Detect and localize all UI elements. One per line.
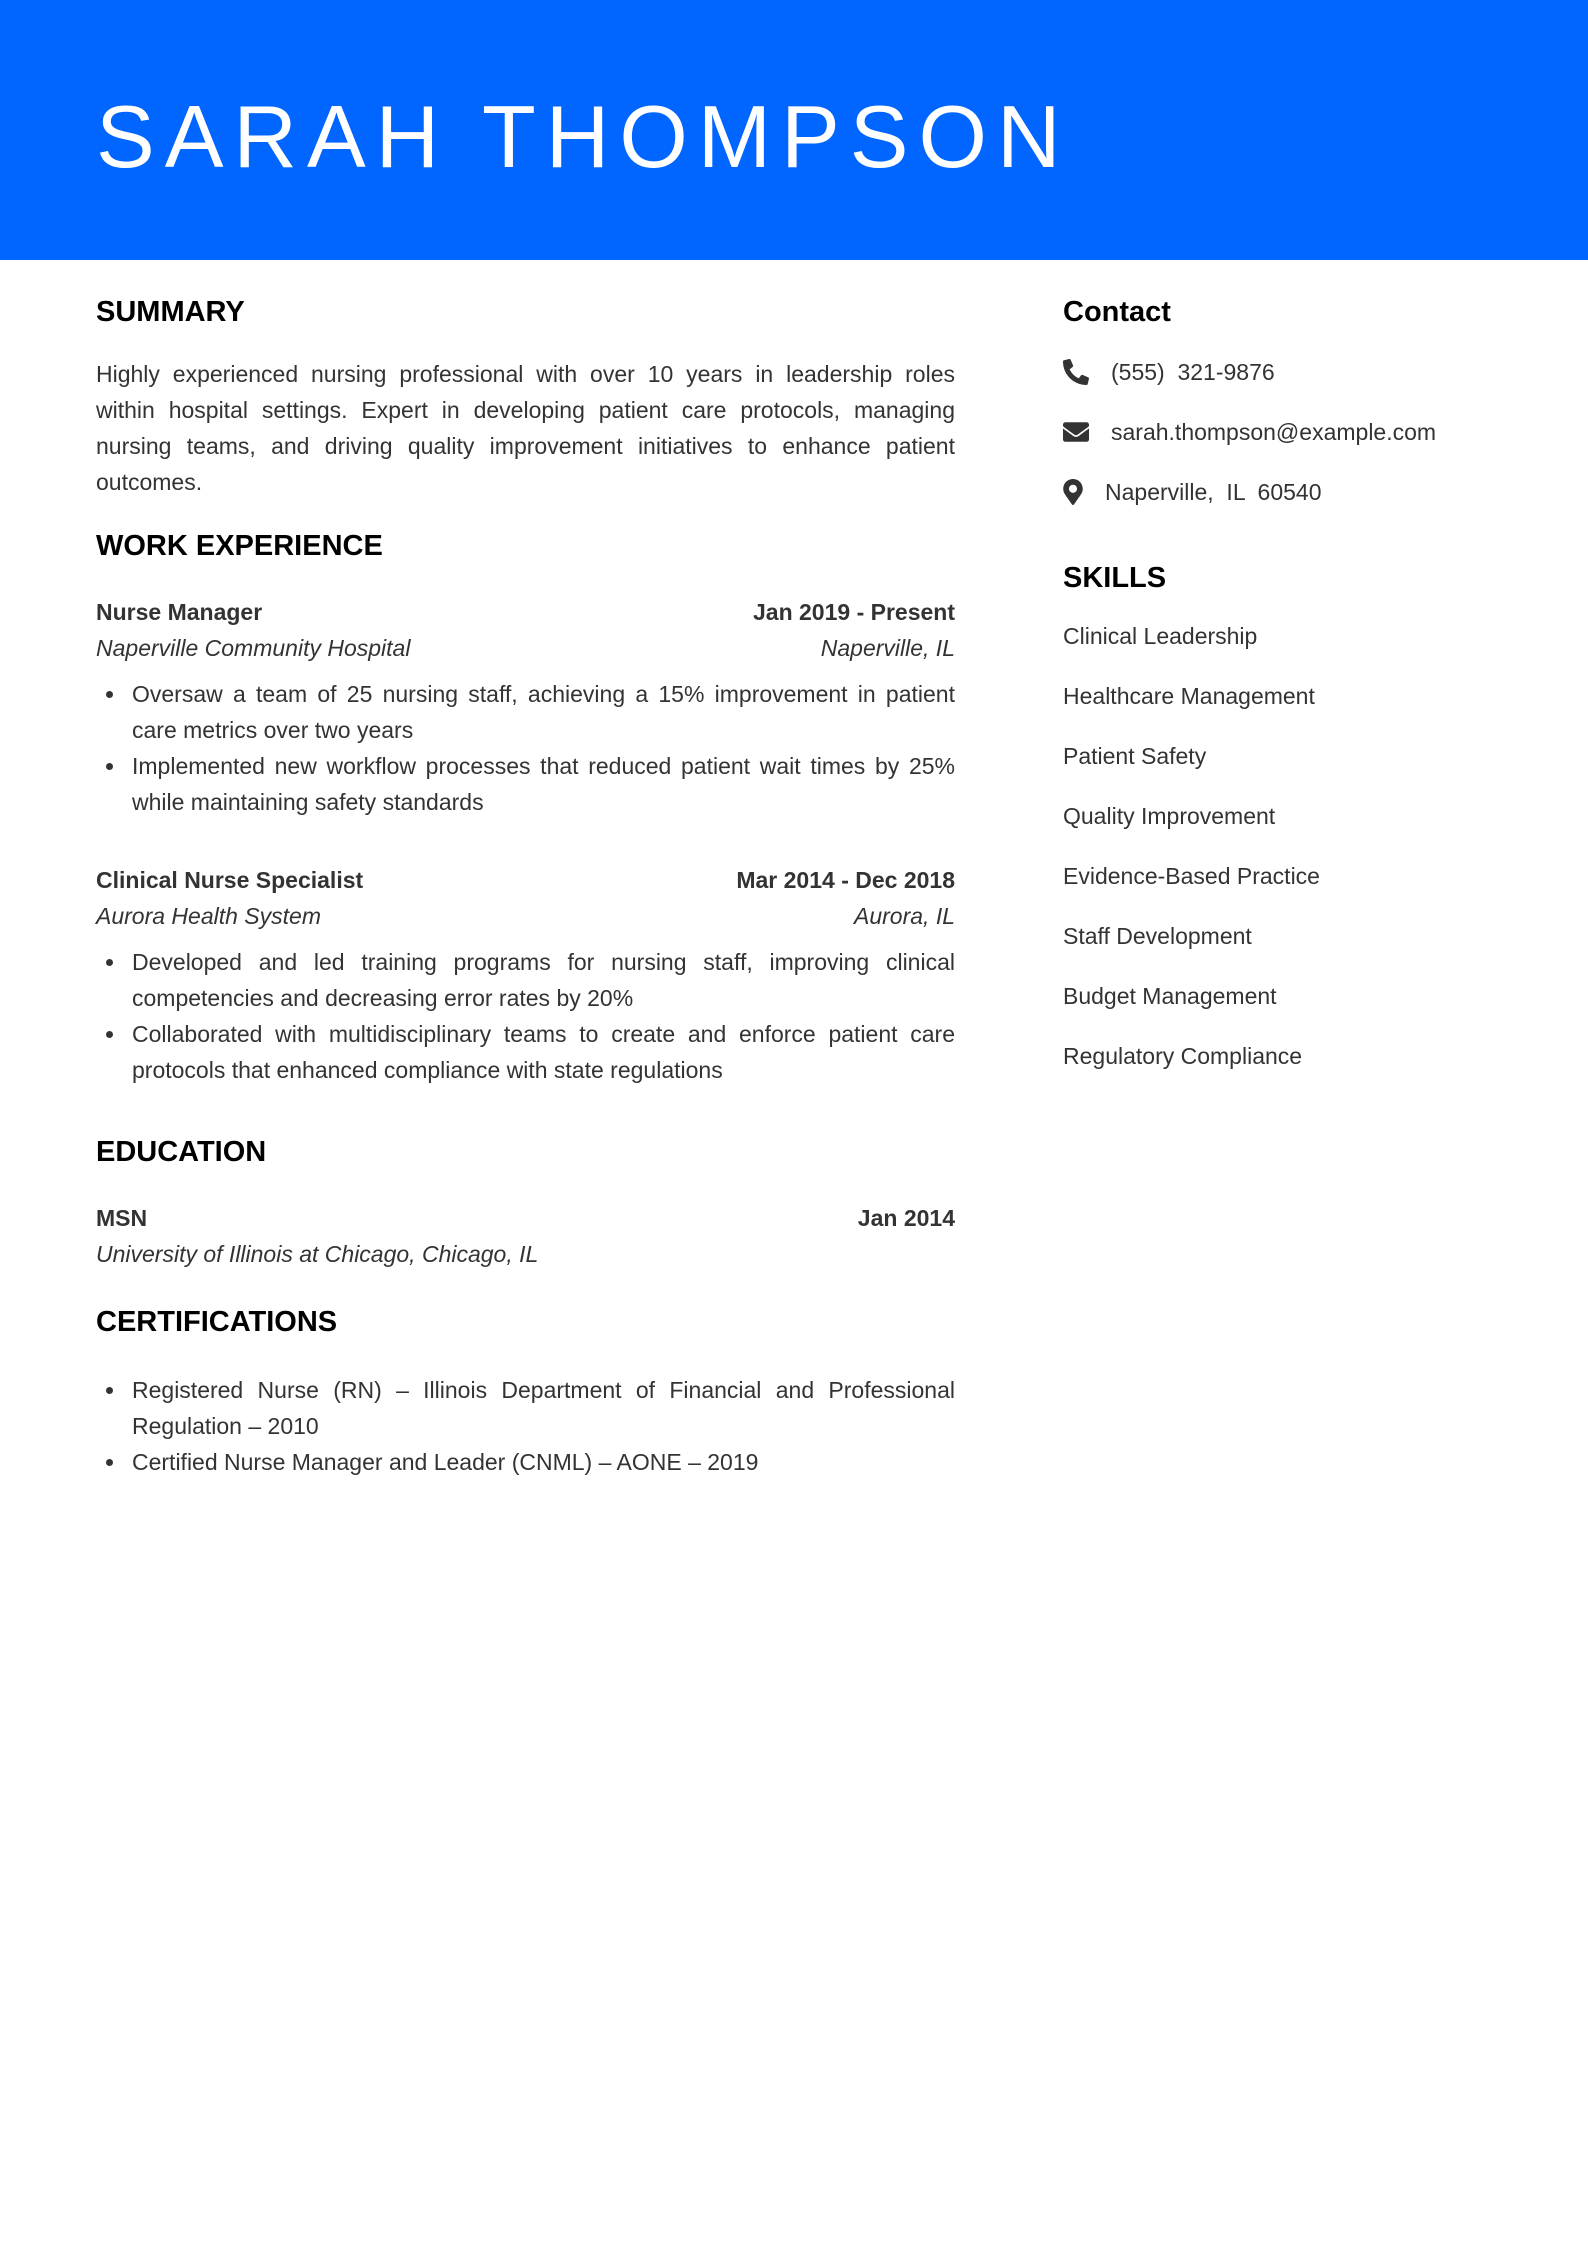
job-location: Aurora, IL (854, 903, 955, 929)
skill-item: Staff Development (1063, 923, 1252, 949)
job-bullet: Collaborated with multidisciplinary teams to create and enforce patient care protocols that enhanced compliance with state regulations (96, 1016, 955, 1088)
sidebar-column (1063, 292, 1523, 1098)
job-bullets (96, 944, 955, 1088)
certification-item: Registered Nurse (RN) – Illinois Department of Financial and Professional Regulation – 2010 (96, 1372, 955, 1444)
job-entry (96, 594, 955, 820)
job-bullets (96, 676, 955, 820)
contact-location (1063, 474, 1523, 510)
certification-item: Certified Nurse Manager and Leader (CNML) – AONE – 2019 (96, 1444, 955, 1480)
skills-list (1063, 618, 1523, 1074)
education-entry (96, 1200, 955, 1272)
envelope-icon (1063, 419, 1089, 445)
skill-item: Healthcare Management (1063, 683, 1315, 709)
job-bullet: Implemented new workflow processes that reduced patient wait times by 25% while maintaining safety standards (96, 748, 955, 820)
job-role: Nurse Manager (96, 599, 263, 625)
education-degree: MSN (96, 1205, 148, 1231)
work-experience-heading: WORK EXPERIENCE (96, 530, 383, 562)
phone-icon (1063, 359, 1089, 385)
skill-item: Patient Safety (1063, 743, 1207, 769)
contact-heading: Contact (1063, 296, 1171, 328)
job-employer: Aurora Health System (96, 903, 321, 929)
skills-heading: SKILLS (1063, 562, 1167, 594)
education-school: University of Illinois at Chicago, Chicago, IL (96, 1241, 539, 1267)
contact-phone (1063, 354, 1523, 390)
skill-item: Clinical Leadership (1063, 623, 1258, 649)
job-entry (96, 862, 955, 1088)
job-dates: Mar 2014 - Dec 2018 (736, 867, 955, 893)
job-location: Naperville, IL (820, 635, 955, 661)
certifications-heading: CERTIFICATIONS (96, 1306, 338, 1338)
job-dates: Jan 2019 - Present (752, 599, 955, 625)
education-heading: EDUCATION (96, 1136, 267, 1168)
contact-list (1063, 354, 1523, 510)
skill-item: Budget Management (1063, 983, 1277, 1009)
map-marker-icon (1063, 479, 1083, 505)
contact-email (1063, 414, 1523, 450)
job-employer: Naperville Community Hospital (96, 635, 411, 661)
skill-item: Regulatory Compliance (1063, 1043, 1303, 1069)
skill-item: Evidence-Based Practice (1063, 863, 1320, 889)
job-bullet: Oversaw a team of 25 nursing staff, achieving a 15% improvement in patient care metrics over two years (96, 676, 955, 748)
summary-heading: SUMMARY (96, 296, 245, 328)
certifications-list (96, 1372, 955, 1480)
main-column (96, 292, 955, 1480)
header-banner (0, 0, 1588, 260)
contact-phone-text: (555) 321-9876 (1111, 359, 1275, 385)
summary-text: Highly experienced nursing professional with over 10 years in leadership roles within hospital settings. Expert in developing patient care protocols, managing nursing teams, and driving quality improvement initiatives to enhance patient outcomes. (96, 361, 955, 495)
education-date: Jan 2014 (857, 1205, 955, 1231)
candidate-name: SARAH THOMPSON (96, 87, 1071, 186)
skill-item: Quality Improvement (1063, 803, 1276, 829)
job-bullet: Developed and led training programs for nursing staff, improving clinical competencies and decreasing error rates by 20% (96, 944, 955, 1016)
contact-location-text: Naperville, IL 60540 (1105, 479, 1322, 505)
job-role: Clinical Nurse Specialist (96, 867, 364, 893)
contact-email-text[interactable]: sarah.thompson@example.com (1111, 419, 1437, 445)
